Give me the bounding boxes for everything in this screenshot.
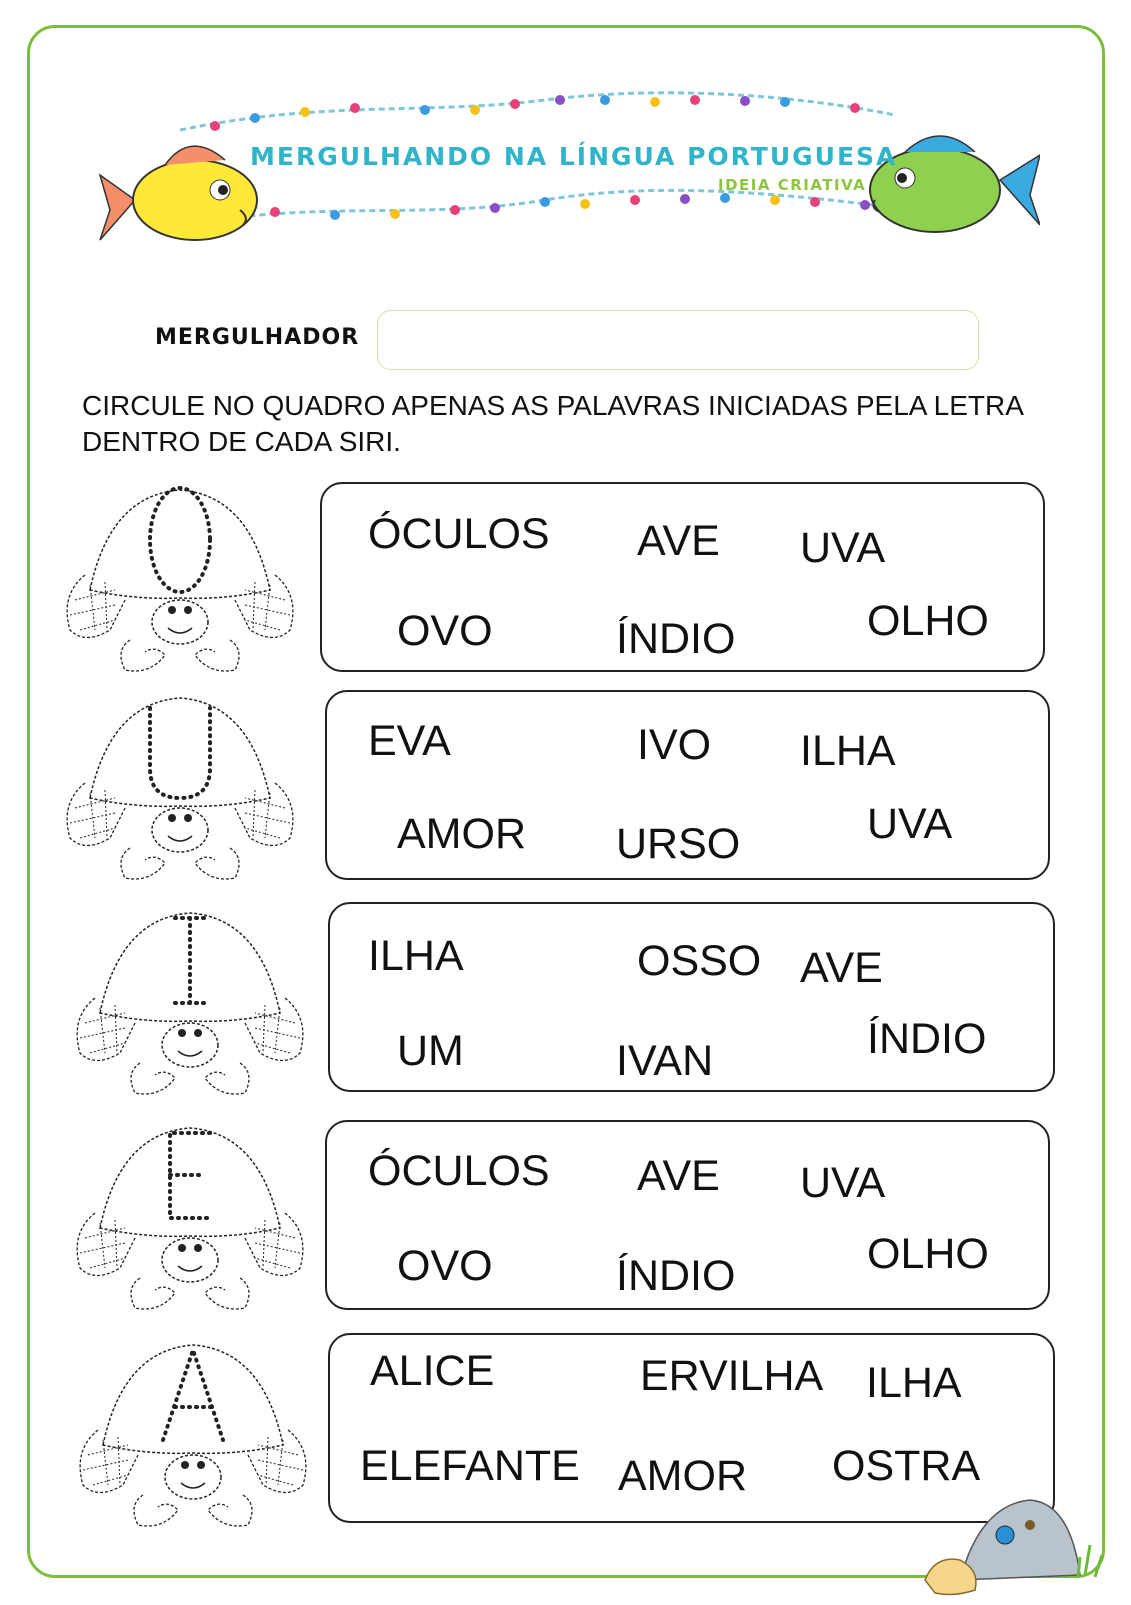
word[interactable]: OSSO <box>637 937 762 985</box>
word[interactable]: UM <box>397 1027 464 1075</box>
name-label: MERGULHADOR <box>155 325 360 350</box>
word[interactable]: OLHO <box>867 597 989 645</box>
shell-rock-decoration <box>920 1485 1110 1600</box>
crab-letter-i <box>65 903 315 1103</box>
word[interactable]: UVA <box>800 524 886 572</box>
instructions-text: CIRCULE NO QUADRO APENAS AS PALAVRAS INICIADAS PELA LETRA DENTRO DE CADA SIRI. <box>82 390 1023 457</box>
word[interactable]: OLHO <box>867 1230 989 1278</box>
word[interactable]: IVO <box>637 721 712 769</box>
word[interactable]: URSO <box>616 820 741 868</box>
word[interactable]: ÍNDIO <box>867 1015 987 1063</box>
word[interactable]: ÍNDIO <box>616 1252 736 1300</box>
word[interactable]: OVO <box>397 1242 493 1290</box>
word[interactable]: AMOR <box>618 1452 747 1500</box>
word[interactable]: ÓCULOS <box>368 510 550 558</box>
word[interactable]: OSTRA <box>832 1442 981 1490</box>
word[interactable]: ELEFANTE <box>360 1442 580 1490</box>
banner-title: MERGULHANDO NA LÍNGUA PORTUGUESA <box>250 142 898 171</box>
word[interactable]: AVE <box>637 517 720 565</box>
word[interactable]: ÓCULOS <box>368 1147 550 1195</box>
word[interactable]: ÍNDIO <box>616 615 736 663</box>
crab-letter-e <box>65 1118 315 1318</box>
crab-letter-o <box>55 480 305 680</box>
word[interactable]: AMOR <box>397 810 526 858</box>
word[interactable]: ERVILHA <box>640 1352 824 1400</box>
word[interactable]: AVE <box>800 944 883 992</box>
crab-letter-a <box>68 1335 318 1535</box>
name-input[interactable] <box>377 310 979 370</box>
word[interactable]: ALICE <box>370 1347 495 1395</box>
word[interactable]: IVAN <box>616 1037 714 1085</box>
word[interactable]: UVA <box>867 800 953 848</box>
banner-subtitle: IDEIA CRIATIVA <box>718 176 867 194</box>
crab-letter-u <box>55 688 305 888</box>
word[interactable]: UVA <box>800 1159 886 1207</box>
word[interactable]: AVE <box>637 1152 720 1200</box>
yellow-fish-icon <box>100 146 257 240</box>
word[interactable]: ILHA <box>800 727 896 775</box>
word[interactable]: ILHA <box>866 1359 962 1407</box>
word[interactable]: EVA <box>368 717 451 765</box>
word[interactable]: OVO <box>397 607 493 655</box>
word[interactable]: ILHA <box>368 932 464 980</box>
